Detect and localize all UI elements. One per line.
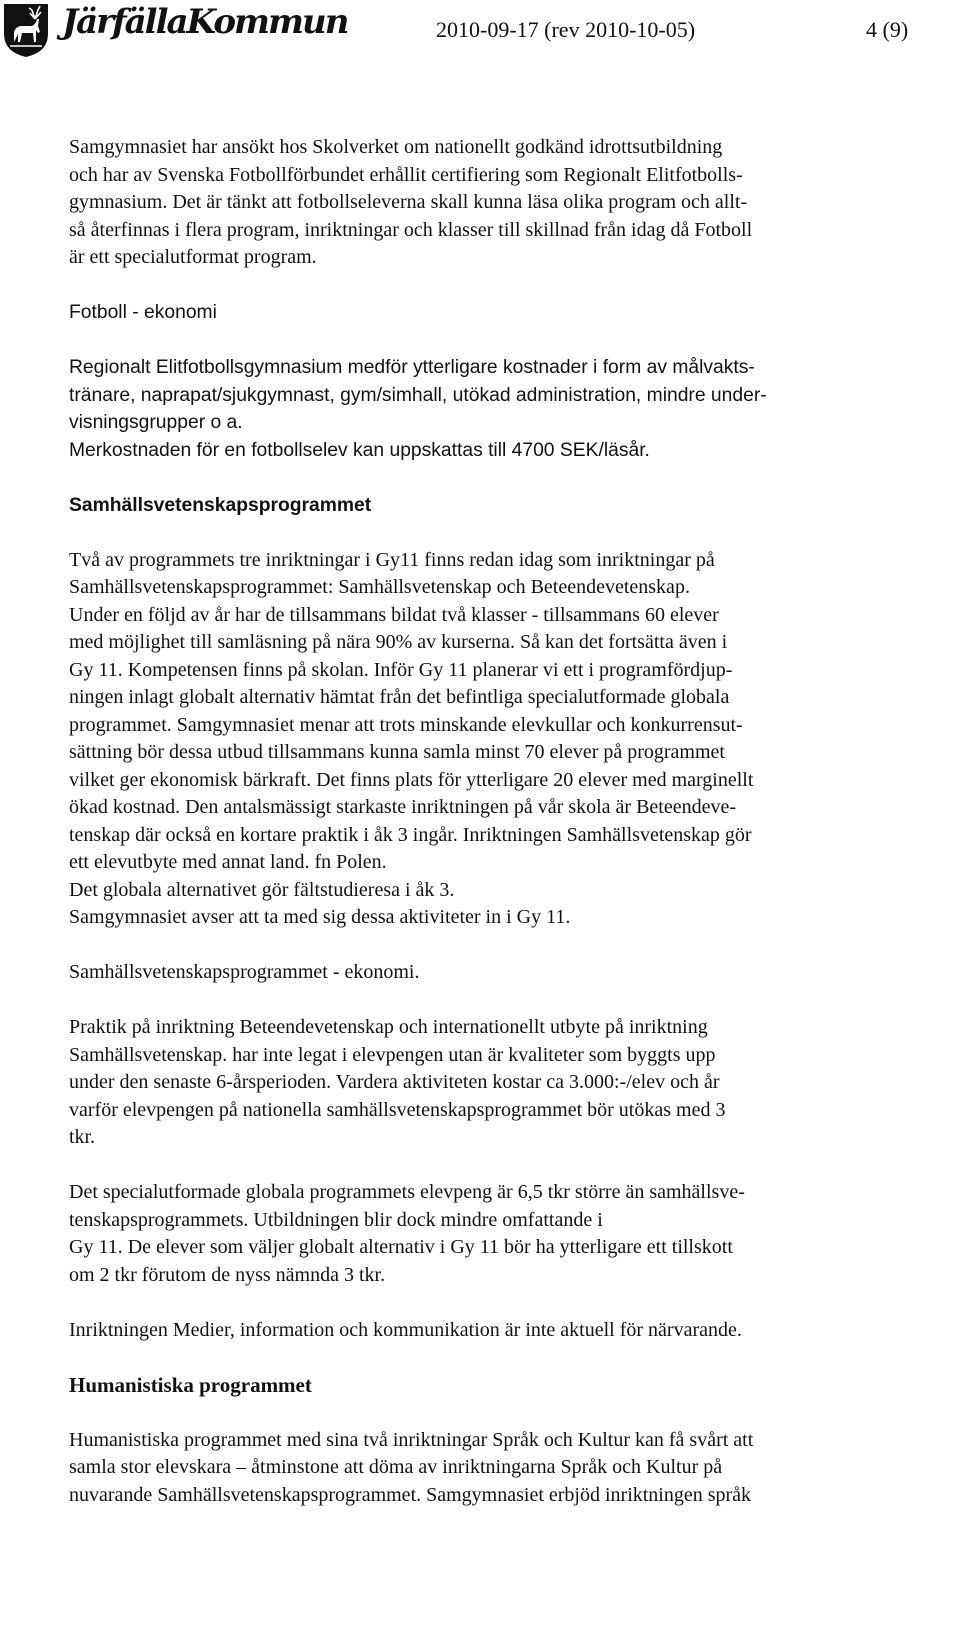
paragraph-line: om 2 tkr förutom de nyss nämnda 3 tkr. bbox=[69, 1263, 386, 1286]
paragraph-line: Regionalt Elitfotbollsgymnasium medför ytterligare kostnader i form av målvakts- bbox=[69, 357, 755, 378]
paragraph-line: Samgymnasiet avser att ta med sig dessa aktiviteter in i Gy 11. bbox=[69, 906, 571, 928]
paragraph-line: Samhällsvetenskap. har inte legat i elevpengen utan är kvaliteter som byggts upp bbox=[69, 1043, 716, 1066]
paragraph-line: under den senaste 6-årsperioden. Vardera aktiviteten kostar ca 3.000:-/elev och år bbox=[69, 1071, 720, 1093]
paragraph-line: tränare, naprapat/sjukgymnast, gym/simhall, utökad administration, mindre under- bbox=[69, 384, 767, 406]
paragraph-line: och har av Svenska Fotbollförbundet erhållit certifiering som Regionalt Elitfotbolls- bbox=[69, 163, 743, 186]
paragraph-line: Gy 11. Kompetensen finns på skolan. Inför Gy 11 planerar vi ett i programfördjup- bbox=[69, 658, 733, 681]
municipality-logo: JärfällaKommun bbox=[62, 2, 348, 42]
paragraph-line: Humanistiska programmet med sina två inriktningar Språk och Kultur kan få svårt att bbox=[69, 1428, 754, 1451]
document-date: 2010-09-17 (rev 2010-10-05) bbox=[436, 17, 696, 42]
paragraph-line: Samhällsvetenskapsprogrammet: Samhällsvetenskap och Beteendevetenskap. bbox=[69, 576, 690, 598]
paragraph-line: tenskap där också en kortare praktik i åk 3 ingår. Inriktningen Samhällsvetenskap gör bbox=[69, 823, 752, 846]
paragraph-line: Merkostnaden för en fotbollselev kan uppskattas till 4700 SEK/läsår. bbox=[69, 439, 650, 461]
page-number: 4 (9) bbox=[866, 17, 909, 42]
paragraph-line: tkr. bbox=[69, 1126, 96, 1148]
paragraph-line: gymnasium. Det är tänkt att fotbollseleverna skall kunna läsa olika program och allt- bbox=[69, 191, 748, 213]
paragraph-line: vilket ger ekonomisk bärkraft. Det finns plats för ytterligare 20 elever med marginellt bbox=[69, 768, 754, 791]
paragraph-line: sättning bör dessa utbud tillsammans kunna samla minst 70 elever på programmet bbox=[69, 741, 725, 763]
page-header bbox=[0, 0, 960, 64]
section-heading-samhall-ekonomi: Samhällsvetenskapsprogrammet - ekonomi. bbox=[69, 961, 420, 983]
paragraph-line: Det specialutformade globala programmets elevpeng är 6,5 tkr större än samhällsve- bbox=[69, 1181, 745, 1203]
paragraph-line: Under en följd av år har de tillsammans bildat två klasser - tillsammans 60 elever bbox=[69, 603, 719, 626]
paragraph-line: samla stor elevskara – åtminstone att döma av inriktningarna Språk och Kultur på bbox=[69, 1456, 723, 1478]
paragraph-line: så återfinnas i flera program, inriktningar och klasser till skillnad från idag då Fotboll bbox=[69, 218, 753, 241]
paragraph-line: ökad kostnad. Den antalsmässigt starkaste inriktningen på vår skola är Beteendeve- bbox=[69, 796, 737, 818]
paragraph-line: Två av programmets tre inriktningar i Gy11 finns redan idag som inriktningar på bbox=[69, 548, 715, 571]
paragraph-line: tenskapsprogrammets. Utbildningen blir dock mindre omfattande i bbox=[69, 1208, 603, 1231]
paragraph-line: varför elevpengen på nationella samhällsvetenskapsprogrammet bör utökas med 3 bbox=[69, 1098, 726, 1121]
paragraph-line: Gy 11. De elever som väljer globalt alternativ i Gy 11 bör ha ytterligare ett tillskott bbox=[69, 1236, 733, 1258]
section-heading-fotboll-ekonomi: Fotboll - ekonomi bbox=[69, 302, 217, 323]
paragraph-line: är ett specialutformat program. bbox=[69, 246, 317, 268]
paragraph-line: Inriktningen Medier, information och kommunikation är inte aktuell för närvarande. bbox=[69, 1318, 742, 1341]
paragraph-line: Samgymnasiet har ansökt hos Skolverket om nationellt godkänd idrottsutbildning bbox=[69, 136, 723, 158]
paragraph-line: ningen inlagt globalt alternativ hämtat från det befintliga specialutformade globala bbox=[69, 686, 730, 708]
document-body bbox=[69, 134, 959, 1509]
section-heading-samhall: Samhällsvetenskapsprogrammet bbox=[69, 494, 372, 516]
paragraph-line: nuvarande Samhällsvetenskapsprogrammet. Samgymnasiet erbjöd inriktningen språk bbox=[69, 1483, 752, 1506]
section-heading-humanistiska: Humanistiska programmet bbox=[69, 1372, 312, 1397]
paragraph-line: programmet. Samgymnasiet menar att trots minskande elevkullar och konkurrensut- bbox=[69, 713, 743, 736]
municipal-crest-icon bbox=[2, 2, 50, 58]
paragraph-line: visningsgrupper o a. bbox=[69, 412, 243, 433]
paragraph-line: Praktik på inriktning Beteendevetenskap och internationellt utbyte på inriktning bbox=[69, 1016, 708, 1038]
paragraph-line: ett elevutbyte med annat land. fn Polen. bbox=[69, 851, 387, 873]
paragraph-line: Det globala alternativet gör fältstudieresa i åk 3. bbox=[69, 878, 455, 901]
paragraph-line: med möjlighet till samläsning på nära 90% av kurserna. Så kan det fortsätta även i bbox=[69, 631, 728, 653]
